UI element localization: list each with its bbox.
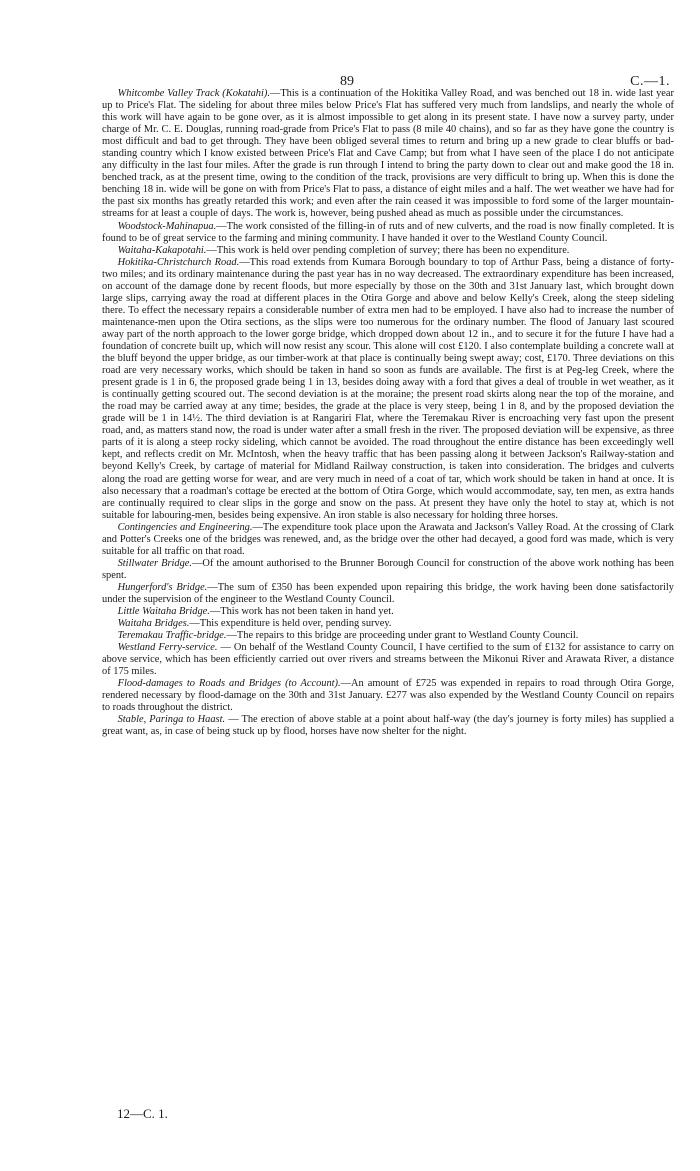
paragraph-heading: Westland Ferry-service. bbox=[117, 642, 218, 654]
page-number: 89 bbox=[340, 74, 354, 89]
paragraph-body: —This work has not been taken in hand yet. bbox=[209, 606, 394, 618]
paragraph-heading: Hokitika-Christchurch Road. bbox=[117, 256, 240, 268]
paragraph bbox=[102, 88, 674, 221]
paragraph-body: —The sum of £350 has been expended upon repairing this bridge, the work having been done satisfactorily under the supervision of the engineer to the Westland County Council. bbox=[102, 581, 674, 605]
paragraph bbox=[102, 582, 674, 606]
paragraph-heading: Little Waitaha Bridge. bbox=[117, 606, 210, 618]
paragraph bbox=[102, 618, 674, 630]
document-reference: C.—1. bbox=[630, 74, 670, 89]
page-header bbox=[0, 74, 700, 94]
paragraph-heading: Woodstock-Mahinapua. bbox=[117, 220, 217, 232]
paragraph-body: —Of the amount authorised to the Brunner Borough Council for construction of the above work nothing has been spent. bbox=[102, 557, 674, 581]
paragraph bbox=[102, 245, 674, 257]
paragraph bbox=[102, 642, 674, 678]
paragraph bbox=[102, 630, 674, 642]
paragraph-heading: Stable, Paringa to Haast. bbox=[117, 714, 226, 726]
paragraph-body: —The expenditure took place upon the Arawata and Jackson's Valley Road. At the crossing of Clark and Potter's Creeks one of the bridges was renewed, and, as the bridge over the other had decayed, a good ford was made, which is very suitable for all traffic on that road. bbox=[102, 521, 674, 557]
footer-signature: 12—C. 1. bbox=[117, 1106, 168, 1121]
paragraph bbox=[102, 678, 674, 714]
paragraph-body: —This work is held over pending completion of survey; there has been no expenditure. bbox=[206, 244, 570, 256]
paragraph-body: —The work consisted of the filling-in of ruts and of new culverts, and the road is now finally completed. It is found to be of great service to the farming and mining community. I have handed it over to the Westland County Council. bbox=[102, 220, 674, 244]
paragraph-body: — On behalf of the Westland County Council, I have certified to the sum of £132 for assistance to carry on above service, which has been efficiently carried out over rivers and streams between the Mikonui River and Arawata River, a distance of 175 miles. bbox=[102, 642, 674, 678]
paragraph-heading: Waitaha Bridges. bbox=[117, 618, 190, 630]
paragraph-heading: Flood-damages to Roads and Bridges (to Account). bbox=[117, 678, 341, 690]
paragraph-body: —This is a continuation of the Hokitika Valley Road, and was benched out 18 in. wide last year up to Price's Flat. The sideling for about three miles below Price's Flat has suffered very much from landslips, and nearly the whole of this work will have again to be gone over, as it is almost impossible to get along in its present state. I have now a survey party, under charge of Mr. C. E. Douglas, running road-grade from Price's Flat to pass (8 mile 40 chains), and so far as they have gone the country is most difficult and bad to get through. They have been obliged several times to return and bring up a new grade to clear bluffs or bad-standing country which I know existed between Price's Flat and Cave Camp; but from what I have seen of the place I do not anticipate any difficulty in the last four miles. After the grade is run through I intend to bring the party down to clear out and make good the 18 in. benched track, as at the present time, owing to the condition of the track, provisions are very difficult to bring up. When this is done the benching 18 in. wide will be gone on with from Price's Flat to pass, a distance of eight miles and a half. The wet weather we have had for the past six months has greatly retarded this work; and even after the rain ceased it was impossible to ford some of the larger mountain-streams for at least a couple of days. The work is, however, being pushed ahead as much as possible under the circumstances. bbox=[102, 88, 674, 220]
paragraph-heading: Waitaha-Kakapotahi. bbox=[117, 244, 207, 256]
paragraph bbox=[102, 257, 674, 522]
paragraph bbox=[102, 522, 674, 558]
paragraph bbox=[102, 558, 674, 582]
body-text bbox=[102, 88, 674, 739]
paragraph-body: —This expenditure is held over, pending survey. bbox=[189, 618, 392, 630]
paragraph-body: —This road extends from Kumara Borough boundary to top of Arthur Pass, being a distance of forty-two miles; and its ordinary maintenance during the past year has in no way decreased. The extraordinary expenditure has been increased, on account of the damage done by recent floods, but more especially by those on the 30th and 31st January last, which brought down large slips, carrying away the road at different places in the Otira Gorge and above and below Kelly's Creek, along the steep sideling there. To effect the necessary repairs a considerable number of extra men had to be employed. I have also had to increase the number of maintenance-men upon the Otira sections, as the slips were too numerous for the ordinary number. The flood of January last scoured away part of the north approach to the lower gorge bridge, which dropped down about 12 in., and to secure it for the future I have had a foundation of concrete built up, which will now resist any scour. This alone will cost £120. I also contemplate building a concrete wall at the bluff beyond the upper bridge, as our timber-work at that place is continually being swept away; cost, £170. Three deviations on this road are very necessary works, which should be taken in hand so soon as funds are available. The first is at Peg-leg Creek, where the present grade is 1 in 6, the proposed grade being 1 in 13, besides doing away with a ford that gives a deal of trouble in wet weather, as it is continually getting scoured out. The second deviation is at the moraine; the present road skirts along near the top of the moraine, and the road may be carried away at any time; besides, the grade at the place is very steep, being 1 in 8, and by the proposed deviation the grade will be 1 in 14½. The third deviation is at Rangariri Flat, where the Teremakau River is encroaching very fast upon the present road, and, as matters stand now, the road is under water after a small fresh in the river. The proposed deviation will be expensive, as three parts of it is along a steep rocky sideling, which cannot be avoided. The road throughout the entire distance has been exceedingly well kept, and reflects credit on Mr. McIntosh, when the heavy traffic that has been passing along it between Jackson's Railway-station and beyond Kelly's Creek, by cartage of material for Midland Railway construction, is taken into consideration. The bridges and culverts along the road are getting worse for wear, and are very much in need of a coat of tar, which work should be taken in hand at once. It is also necessary that a roadman's cottage be erected at the bottom of Otira Gorge, which would accommodate, say, ten men, as extra hands are continually required to clear slips in the gorge and snow on the pass. At present they have only the hotel to stay at, which is not suitable for labouring-men, besides being expensive. An iron stable is also necessary for holding three horses. bbox=[102, 256, 674, 521]
paragraph-heading: Teremakau Traffic-bridge. bbox=[117, 630, 227, 642]
paragraph bbox=[102, 714, 674, 738]
paragraph-heading: Whitcombe Valley Track (Kokatahi). bbox=[117, 88, 270, 99]
paragraph-body: —The repairs to this bridge are proceeding under grant to Westland County Council. bbox=[226, 630, 579, 642]
paragraph-heading: Hungerford's Bridge. bbox=[117, 581, 208, 593]
paragraph bbox=[102, 221, 674, 245]
paragraph bbox=[102, 606, 674, 618]
paragraph-body: —An amount of £725 was expended in repairs to road through Otira Gorge, rendered necessary by flood-damage on the 30th and 31st January. £277 was also expended by the Westland County Council on repairs to roads throughout the district. bbox=[102, 678, 674, 714]
paragraph-heading: Contingencies and Engineering. bbox=[117, 521, 253, 533]
paragraph-body: — The erection of above stable at a point about half-way (the day's journey is forty miles) has supplied a great want, as, in case of being stuck up by flood, horses have now shelter for the night. bbox=[102, 714, 674, 738]
paragraph-heading: Stillwater Bridge. bbox=[117, 557, 193, 569]
